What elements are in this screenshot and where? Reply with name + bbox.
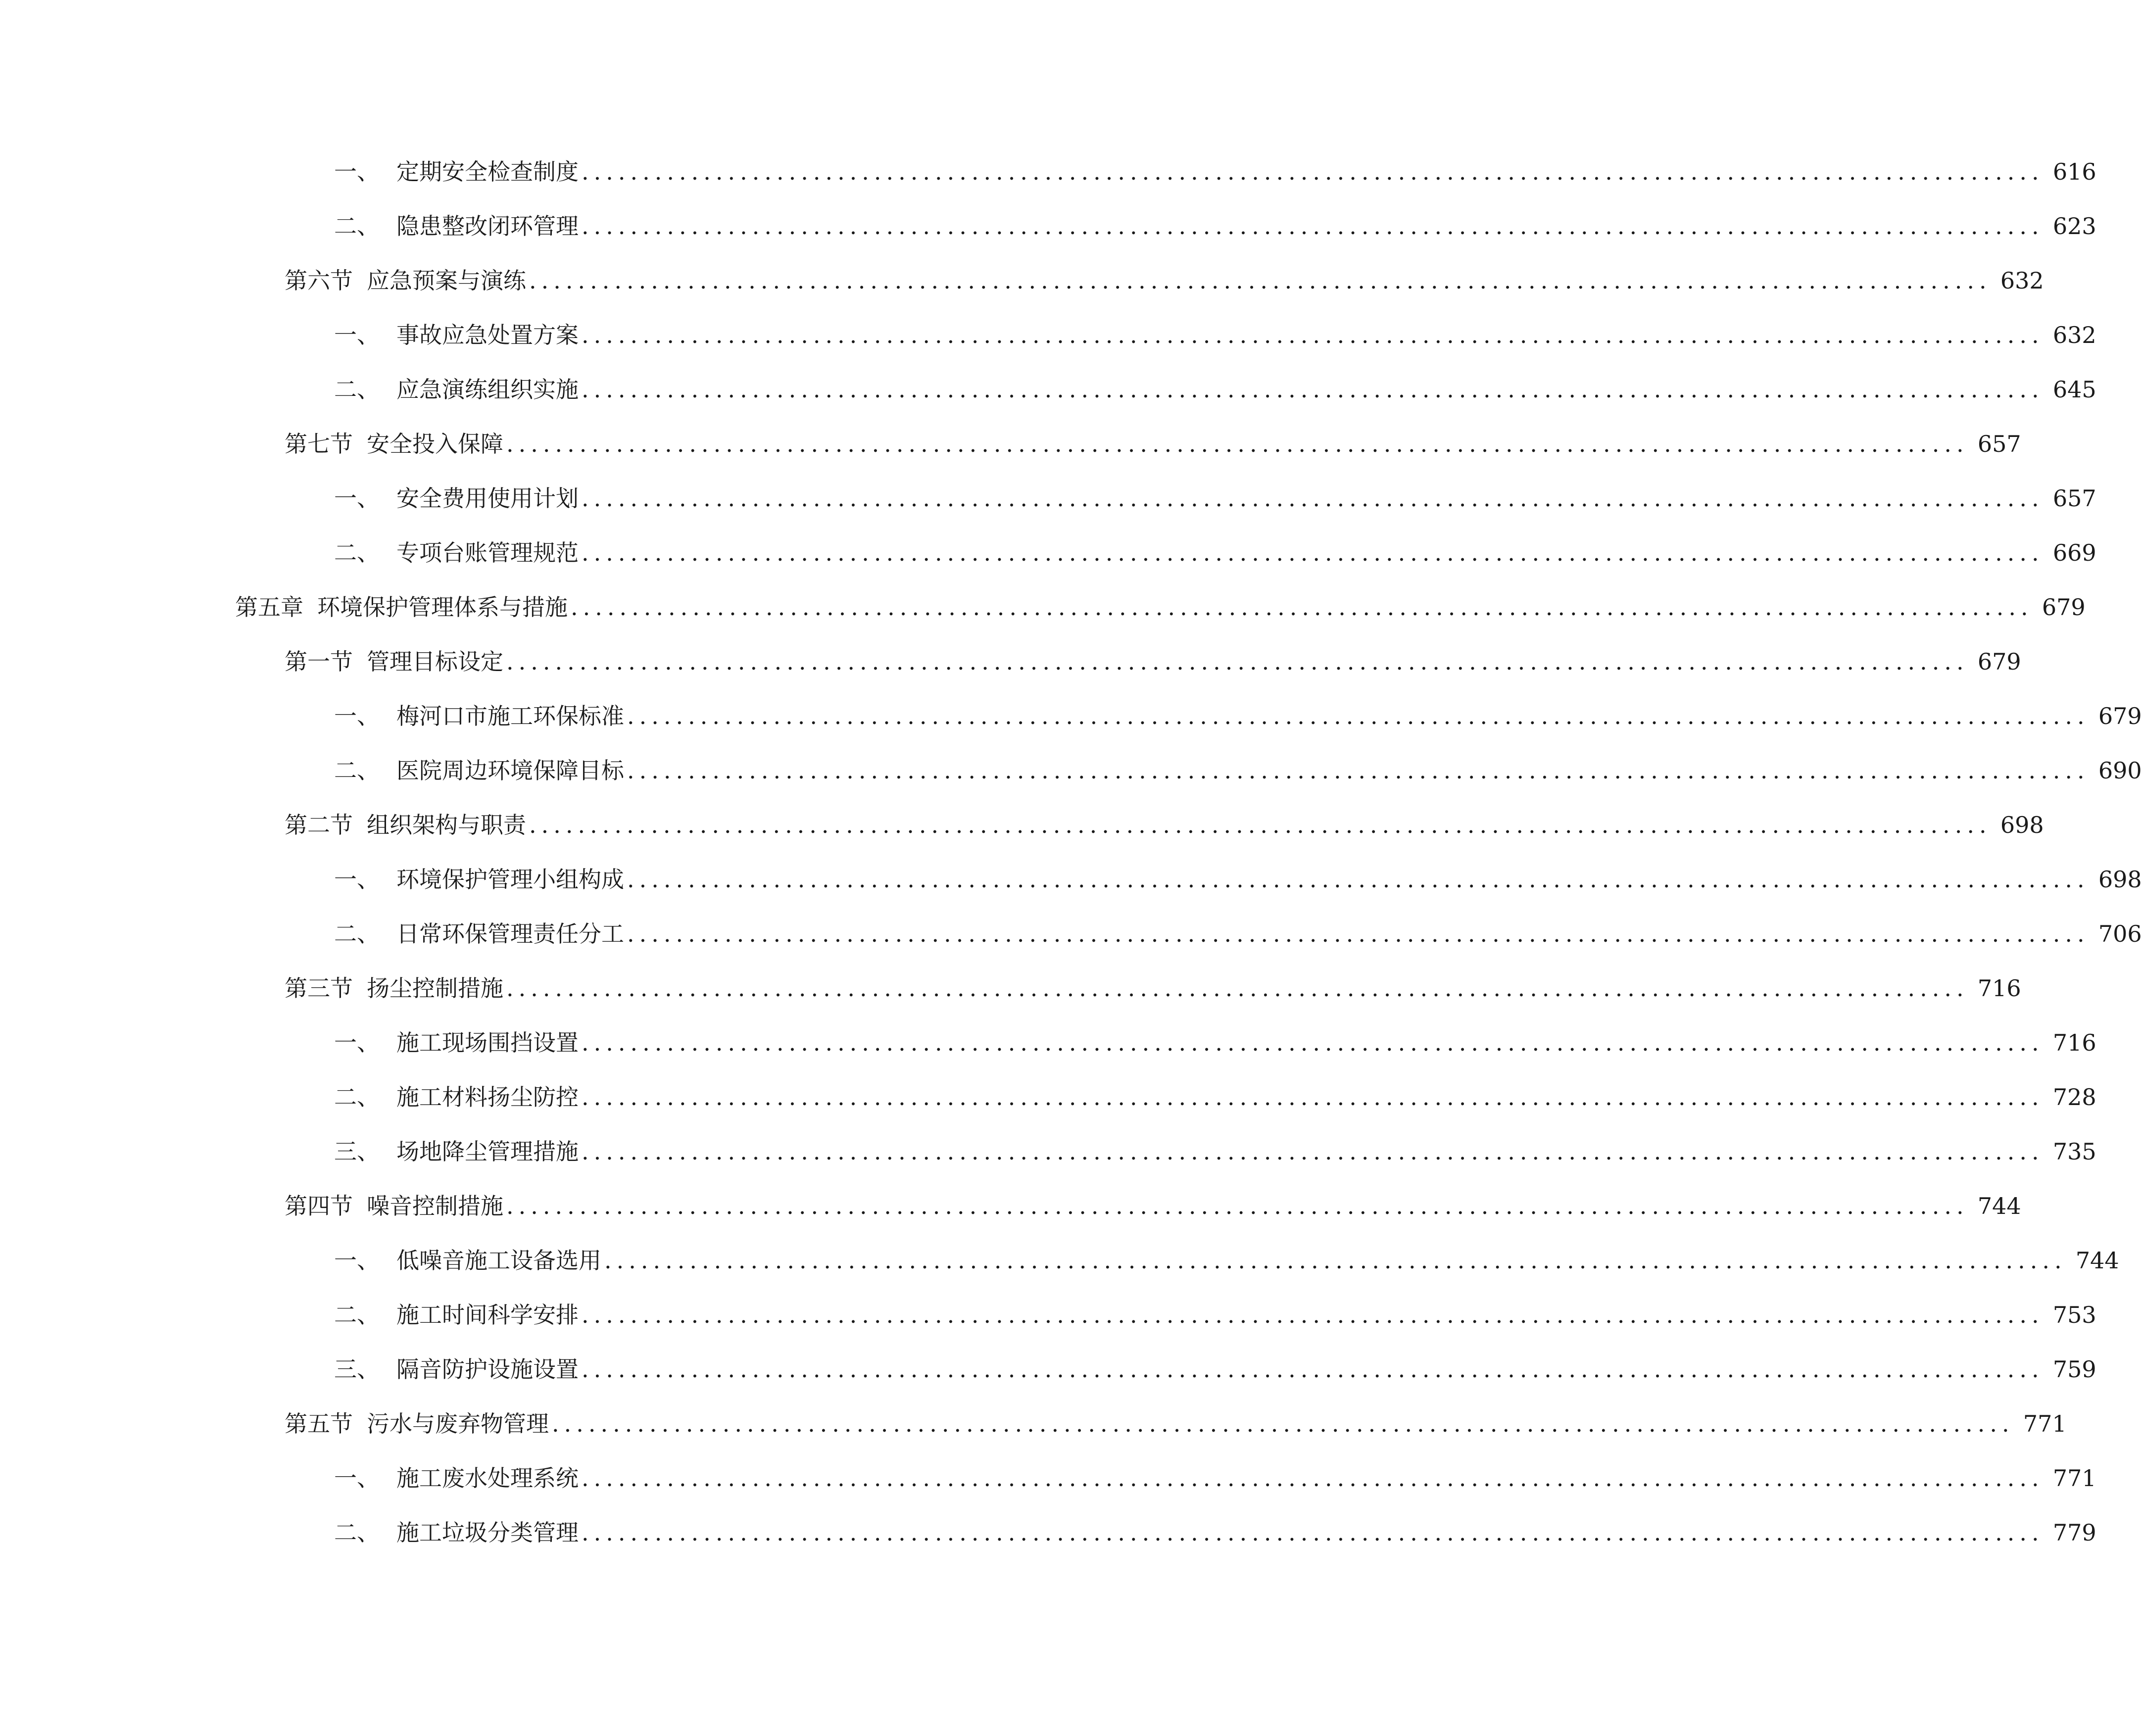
toc-entry[interactable] bbox=[0, 1505, 2096, 1560]
toc-entry[interactable] bbox=[0, 689, 2142, 743]
dot-leader: ........................................................................................................................ bbox=[627, 866, 2090, 893]
toc-entry-number: 二、 bbox=[334, 757, 380, 784]
toc-section-title: 扬尘控制措施 bbox=[367, 975, 503, 1002]
toc-entry-page: 669 bbox=[2052, 539, 2096, 566]
toc-section-number: 第四节 bbox=[285, 1193, 353, 1219]
dot-leader: ........................................................................................................................ bbox=[582, 1465, 2044, 1492]
toc-entry-title: 施工废水处理系统 bbox=[396, 1465, 579, 1492]
toc-entry[interactable] bbox=[0, 145, 2096, 199]
toc-entry-title: 施工垃圾分类管理 bbox=[396, 1519, 579, 1546]
toc-entry-title: 环境保护管理小组构成 bbox=[396, 866, 624, 893]
toc-entry-number: 二、 bbox=[334, 1519, 380, 1546]
toc-section-number: 第七节 bbox=[285, 431, 353, 457]
toc-entry-page: 759 bbox=[2052, 1356, 2096, 1383]
toc-entry-page: 679 bbox=[2098, 703, 2142, 729]
toc-entry-title: 施工现场围挡设置 bbox=[396, 1029, 579, 1056]
toc-entry-title: 安全费用使用计划 bbox=[396, 485, 579, 512]
dot-leader: ........................................................................................................................ bbox=[582, 1138, 2044, 1165]
toc-section-number: 第六节 bbox=[285, 267, 353, 294]
toc-entry[interactable] bbox=[0, 1342, 2096, 1397]
toc-entry-number: 一、 bbox=[334, 1029, 380, 1056]
toc-section-title: 管理目标设定 bbox=[367, 648, 503, 675]
toc-entry-page: 771 bbox=[2023, 1410, 2067, 1437]
toc-entry-title: 隔音防护设施设置 bbox=[396, 1356, 579, 1383]
dot-leader: ........................................................................................................................ bbox=[582, 213, 2044, 240]
toc-entry-page: 679 bbox=[1977, 648, 2021, 675]
toc-entry[interactable] bbox=[0, 1233, 2119, 1288]
toc-chapter-entry[interactable] bbox=[0, 580, 2086, 634]
toc-entry-page: 698 bbox=[2000, 812, 2044, 838]
toc-entry-number: 二、 bbox=[334, 213, 380, 240]
dot-leader: ........................................................................................................................ bbox=[506, 1193, 1969, 1219]
toc-entry-page: 728 bbox=[2052, 1084, 2096, 1110]
dot-leader: ........................................................................................................................ bbox=[582, 1519, 2044, 1546]
toc-entry-page: 753 bbox=[2052, 1302, 2096, 1328]
dot-leader: ........................................................................................................................ bbox=[627, 920, 2090, 947]
toc-entry-page: 632 bbox=[2052, 322, 2096, 348]
dot-leader: ........................................................................................................................ bbox=[552, 1410, 2014, 1437]
toc-section-entry[interactable] bbox=[0, 634, 2021, 689]
dot-leader: ........................................................................................................................ bbox=[604, 1247, 2067, 1274]
toc-section-title: 污水与废弃物管理 bbox=[367, 1410, 549, 1437]
toc-entry-page: 706 bbox=[2098, 920, 2142, 947]
toc-entry[interactable] bbox=[0, 526, 2096, 580]
toc-entry-title: 应急演练组织实施 bbox=[396, 376, 579, 403]
toc-section-title: 应急预案与演练 bbox=[367, 267, 526, 294]
dot-leader: ........................................................................................................................ bbox=[627, 703, 2090, 729]
dot-leader: ........................................................................................................................ bbox=[582, 1356, 2044, 1383]
toc-entry-number: 一、 bbox=[334, 1465, 380, 1492]
toc-section-number: 第三节 bbox=[285, 975, 353, 1002]
toc-section-number: 第二节 bbox=[285, 812, 353, 838]
toc-section-entry[interactable] bbox=[0, 961, 2021, 1015]
toc-section-entry[interactable] bbox=[0, 798, 2044, 852]
toc-entry-number: 二、 bbox=[334, 376, 380, 403]
dot-leader: ........................................................................................................................ bbox=[529, 267, 1992, 294]
toc-section-title: 噪音控制措施 bbox=[367, 1193, 503, 1219]
toc-entry-number: 一、 bbox=[334, 1247, 380, 1274]
dot-leader: ........................................................................................................................ bbox=[582, 485, 2044, 512]
toc-entry[interactable] bbox=[0, 907, 2142, 961]
toc-entry-title: 医院周边环境保障目标 bbox=[396, 757, 624, 784]
toc-entry-page: 679 bbox=[2042, 594, 2086, 621]
toc-entry-title: 专项台账管理规范 bbox=[396, 539, 579, 566]
toc-entry-page: 716 bbox=[2052, 1029, 2096, 1056]
toc-entry[interactable] bbox=[0, 852, 2142, 907]
dot-leader: ........................................................................................................................ bbox=[582, 322, 2044, 348]
toc-entry[interactable] bbox=[0, 1451, 2096, 1505]
dot-leader: ........................................................................................................................ bbox=[571, 594, 2033, 621]
toc-chapter-title: 环境保护管理体系与措施 bbox=[317, 594, 568, 621]
dot-leader: ........................................................................................................................ bbox=[506, 975, 1969, 1002]
toc-entry[interactable] bbox=[0, 308, 2096, 362]
dot-leader: ........................................................................................................................ bbox=[582, 158, 2044, 185]
toc-entry[interactable] bbox=[0, 743, 2142, 798]
table-of-contents bbox=[0, 145, 2142, 1560]
toc-section-title: 组织架构与职责 bbox=[367, 812, 526, 838]
toc-entry-page: 698 bbox=[2098, 866, 2142, 893]
toc-entry[interactable] bbox=[0, 1015, 2096, 1070]
toc-entry-number: 二、 bbox=[334, 1302, 380, 1328]
toc-entry[interactable] bbox=[0, 1070, 2096, 1124]
toc-entry-page: 744 bbox=[1977, 1193, 2021, 1219]
toc-entry-number: 一、 bbox=[334, 322, 380, 348]
toc-section-entry[interactable] bbox=[0, 253, 2044, 308]
toc-entry-number: 三、 bbox=[334, 1138, 380, 1165]
toc-section-entry[interactable] bbox=[0, 1179, 2021, 1233]
toc-entry-number: 一、 bbox=[334, 485, 380, 512]
dot-leader: ........................................................................................................................ bbox=[582, 539, 2044, 566]
toc-entry-page: 657 bbox=[2052, 485, 2096, 512]
toc-entry[interactable] bbox=[0, 362, 2096, 417]
toc-entry-page: 623 bbox=[2052, 213, 2096, 240]
toc-entry-page: 771 bbox=[2052, 1465, 2096, 1492]
toc-entry-title: 定期安全检查制度 bbox=[396, 158, 579, 185]
toc-entry[interactable] bbox=[0, 199, 2096, 253]
toc-chapter-number: 第五章 bbox=[235, 594, 303, 621]
toc-entry-number: 二、 bbox=[334, 539, 380, 566]
toc-entry-title: 隐患整改闭环管理 bbox=[396, 213, 579, 240]
toc-entry-number: 一、 bbox=[334, 158, 380, 185]
dot-leader: ........................................................................................................................ bbox=[627, 757, 2090, 784]
toc-entry[interactable] bbox=[0, 1288, 2096, 1342]
toc-section-number: 第五节 bbox=[285, 1410, 353, 1437]
dot-leader: ........................................................................................................................ bbox=[506, 648, 1969, 675]
dot-leader: ........................................................................................................................ bbox=[506, 431, 1969, 457]
toc-section-number: 第一节 bbox=[285, 648, 353, 675]
toc-entry-title: 低噪音施工设备选用 bbox=[396, 1247, 601, 1274]
dot-leader: ........................................................................................................................ bbox=[529, 812, 1992, 838]
dot-leader: ........................................................................................................................ bbox=[582, 1302, 2044, 1328]
toc-entry-title: 施工时间科学安排 bbox=[396, 1302, 579, 1328]
toc-entry-number: 三、 bbox=[334, 1356, 380, 1383]
toc-section-entry[interactable] bbox=[0, 417, 2021, 471]
toc-entry-page: 657 bbox=[1977, 431, 2021, 457]
toc-section-title: 安全投入保障 bbox=[367, 431, 503, 457]
toc-section-entry[interactable] bbox=[0, 1397, 2067, 1451]
toc-entry-number: 二、 bbox=[334, 920, 380, 947]
toc-entry-page: 632 bbox=[2000, 267, 2044, 294]
toc-entry-page: 779 bbox=[2052, 1519, 2096, 1546]
toc-entry-page: 645 bbox=[2052, 376, 2096, 403]
toc-entry-title: 施工材料扬尘防控 bbox=[396, 1084, 579, 1110]
toc-entry-title: 事故应急处置方案 bbox=[396, 322, 579, 348]
toc-entry-number: 一、 bbox=[334, 703, 380, 729]
toc-entry-page: 616 bbox=[2052, 158, 2096, 185]
dot-leader: ........................................................................................................................ bbox=[582, 376, 2044, 403]
toc-entry-page: 690 bbox=[2098, 757, 2142, 784]
toc-entry-page: 716 bbox=[1977, 975, 2021, 1002]
toc-entry-number: 一、 bbox=[334, 866, 380, 893]
toc-entry-page: 744 bbox=[2075, 1247, 2119, 1274]
toc-entry-number: 二、 bbox=[334, 1084, 380, 1110]
toc-entry-title: 梅河口市施工环保标准 bbox=[396, 703, 624, 729]
toc-entry-title: 日常环保管理责任分工 bbox=[396, 920, 624, 947]
toc-entry-title: 场地降尘管理措施 bbox=[396, 1138, 579, 1165]
toc-entry-page: 735 bbox=[2052, 1138, 2096, 1165]
dot-leader: ........................................................................................................................ bbox=[582, 1084, 2044, 1110]
toc-entry[interactable] bbox=[0, 471, 2096, 526]
dot-leader: ........................................................................................................................ bbox=[582, 1029, 2044, 1056]
toc-entry[interactable] bbox=[0, 1124, 2096, 1179]
